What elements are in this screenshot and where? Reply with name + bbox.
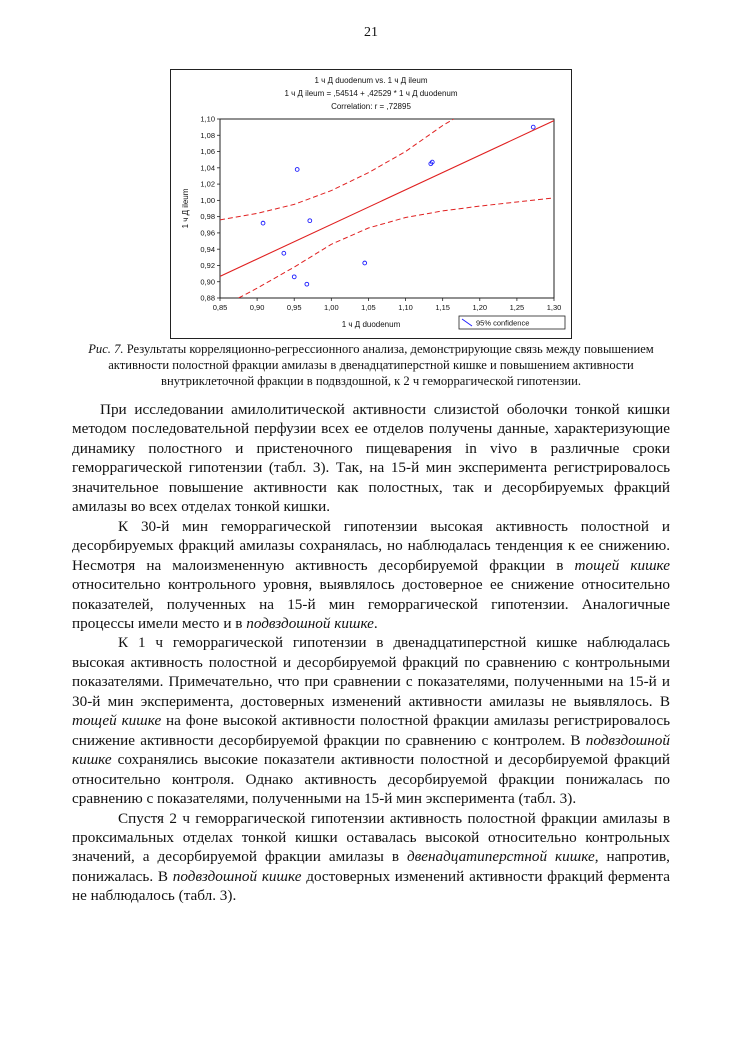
x-tick-label: 1,20: [472, 303, 488, 312]
legend-label: 95% confidence: [476, 318, 530, 328]
caption-text: Результаты корреляционно-регрессионного анализа, демонстрирующие связь между повышением активности полостной фракции амилазы в двенадцатиперстной кишке и повышением активности внутриклеточной фракции в подвздошной, к 2 ч геморрагической гипотензии.: [108, 342, 654, 388]
x-tick-label: 0,90: [249, 303, 265, 312]
italic-term: двенадцатиперстной кишке: [406, 848, 595, 866]
paragraph-3: [72, 633, 670, 808]
x-tick-label: 1,00: [324, 303, 339, 312]
y-tick-label: 0,90: [200, 277, 215, 287]
paragraph-2: [72, 517, 670, 634]
chart-title-line: 1 ч Д ileum = ,54514 + ,42529 * 1 ч Д duodenum: [284, 89, 458, 98]
italic-term: тощей кишке: [574, 556, 670, 574]
figure-caption: [72, 341, 670, 389]
correlation-chart: [170, 69, 572, 339]
italic-term: подвздошной кишке: [246, 614, 374, 632]
text-run: относительно контрольного уровня, выявлялось достоверное ее снижение относительно показателей, полученных на 15-й мин геморрагической гипотензии. Аналогичные процессы имели место и в: [72, 576, 670, 632]
x-tick-label: 1,05: [361, 303, 376, 312]
x-tick-label: 0,95: [286, 303, 302, 312]
italic-term: подвздошной кишке: [72, 731, 670, 769]
text-run: К 30-й мин геморрагической гипотензии высокая активность полостной и десорбируемых фракций амилазы сохранялась, но наблюдалась тенденция к ее снижению. Несмотря на малоизмененную активность десорбируемой фракции в: [72, 517, 670, 574]
y-tick-label: 0,96: [200, 228, 215, 238]
italic-term: подвздошной кишке: [172, 867, 302, 885]
x-tick-label: 0,85: [212, 303, 228, 312]
y-axis-label: 1 ч Д ileum: [181, 188, 190, 229]
caption-label: Рис. 7.: [88, 342, 124, 356]
text-run: сохранялись высокие показатели активности полостной и десорбируемой фракций относительно контроля. Однако активность десорбируемой фракции понижалась по сравнению с показателями, полученными на 15-й мин эксперимента (табл. 3).: [72, 751, 670, 808]
text-run: на фоне высокой активности полостной фракции амилазы регистрировалось снижение активности десорбируемой фракции по сравнению с контролем. В: [72, 712, 670, 749]
figure-7: [170, 69, 572, 339]
x-tick-label: 1,25: [509, 303, 525, 312]
x-tick-label: 1,15: [435, 303, 450, 312]
y-tick-label: 0,98: [200, 212, 215, 222]
paragraph-4: [72, 809, 670, 906]
text-run: Спустя 2 ч геморрагической гипотензии активность полостной фракции амилазы в проксимальных отделах тонкой кишки оставалась высокой относительно контрольных значений, а десорбируемой фракции амилазы в: [72, 809, 670, 866]
y-tick-label: 1,00: [200, 195, 215, 205]
x-axis-label: 1 ч Д duodenum: [341, 320, 401, 329]
chart-title-line: Correlation: r = ,72895: [331, 102, 411, 111]
chart-title-line: 1 ч Д duodenum vs. 1 ч Д ileum: [314, 76, 428, 85]
y-tick-label: 1,08: [200, 130, 215, 140]
x-tick-label: 1,30: [546, 303, 562, 312]
text-run: достоверных изменений активности фракций фермента не наблюдалось (табл. 3).: [72, 867, 670, 905]
y-tick-label: 1,10: [200, 114, 215, 124]
y-tick-label: 0,94: [200, 244, 215, 254]
y-tick-label: 0,92: [200, 261, 215, 271]
paragraph-1: [72, 400, 670, 517]
y-tick-label: 1,06: [200, 147, 215, 157]
text-run: .: [373, 614, 378, 632]
body-text: [72, 400, 670, 906]
text-run: , напротив, понижалась. В: [72, 848, 670, 885]
y-tick-label: 0,88: [200, 293, 215, 303]
text-run: При исследовании амилолитической активности слизистой оболочки тонкой кишки методом последовательной перфузии всех ее отделов получены данные, характеризующие динамику полостного и пристеночного пищеварения in vivo в различные сроки геморрагической гипотензии (табл. 3). Так, на 15-й мин эксперимента регистрировалось значительное повышение активности как полостных, так и десорбируемых фракций амилазы во всех отделах тонкой кишки.: [72, 401, 670, 516]
y-tick-label: 1,04: [200, 163, 215, 173]
x-tick-label: 1,10: [398, 303, 413, 312]
y-tick-label: 1,02: [200, 179, 215, 189]
page-number: 21: [364, 25, 378, 40]
italic-term: тощей кишке: [72, 712, 162, 730]
text-run: К 1 ч геморрагической гипотензии в двенадцатиперстной кишке наблюдалась высокая активность полостной и десорбируемой фракций по сравнению с контрольными показателями. Примечательно, что при сравнении с показателями, полученными на 15-й и 30-й мин эксперимента, достоверных изменений активности амилазы не выявлялось. В: [72, 634, 670, 710]
